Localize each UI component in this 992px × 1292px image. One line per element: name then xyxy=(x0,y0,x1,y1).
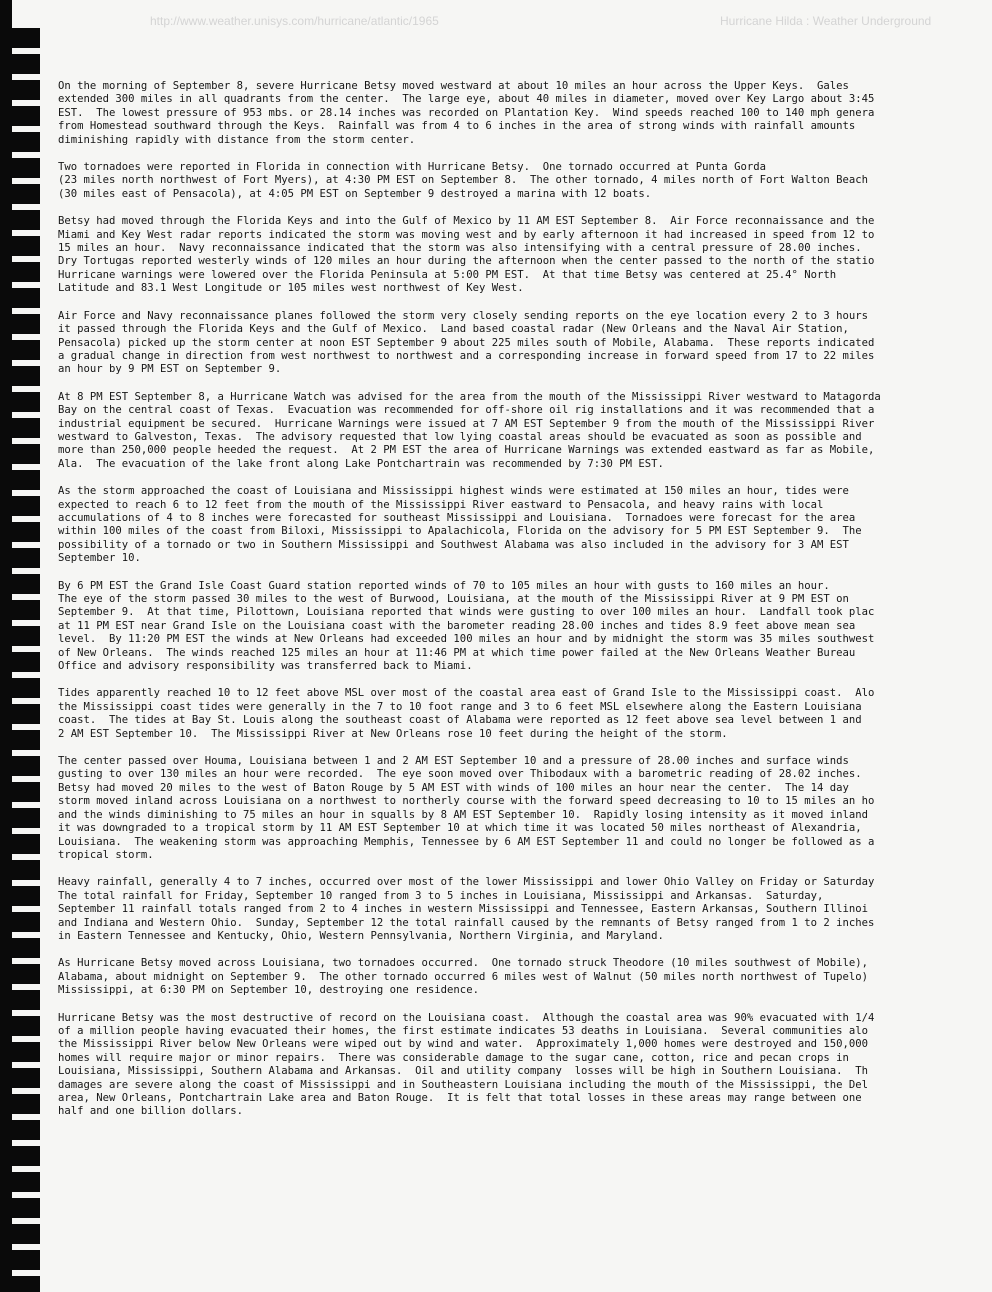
paragraph xyxy=(58,580,992,674)
binding-tooth xyxy=(10,1198,40,1218)
binding-tooth xyxy=(10,80,40,100)
text-line: expected to reach 6 to 12 feet from the mouth of the Mississippi River eastward to Pensacola, and heavy rains with local xyxy=(58,498,824,511)
text-line: damages are severe along the coast of Mississippi and in Southeastern Louisiana including the mouth of the Mississippi, the Del xyxy=(58,1078,869,1091)
binding-tooth xyxy=(10,964,40,984)
binding-tooth xyxy=(10,418,40,438)
binding-tooth xyxy=(10,262,40,282)
paragraph xyxy=(58,1012,992,1119)
text-line: Mississippi, at 6:30 PM on September 10, destroying one residence. xyxy=(58,984,479,997)
text-line: September 9. At that time, Pilottown, Louisiana reported that winds were gusting to over 100 miles an hour. Landfall took plac xyxy=(58,606,875,619)
text-line: area, New Orleans, Pontchartrain Lake area and Baton Rouge. It is felt that total losses in these areas may range between one xyxy=(58,1092,862,1104)
binding-tooth xyxy=(10,912,40,932)
text-line: extended 300 miles in all quadrants from the center. The large eye, about 40 miles in diameter, moved over Key Largo about 3:45 xyxy=(58,93,875,106)
text-line: Ala. The evacuation of the lake front along Lake Pontchartrain was recommended by 7:30 PM EST. xyxy=(58,457,664,470)
text-line: a gradual change in direction from west northwest to northwest and a corresponding increase in forward speed from 17 to 22 miles xyxy=(58,349,875,362)
text-line: Dry Tortugas reported westerly winds of 120 miles an hour during the afternoon when the center passed to the north of the statio xyxy=(58,255,875,268)
binding-tooth xyxy=(10,1146,40,1166)
text-line: Two tornadoes were reported in Florida in connection with Hurricane Betsy. One tornado occurred at Punta Gorda xyxy=(58,161,766,174)
text-line: Alabama, about midnight on September 9. The other tornado occurred 6 miles west of Walnut (50 miles north northwest of Tupelo) xyxy=(58,970,869,983)
text-line: 15 miles an hour. Navy reconnaissance indicated that the storm was also intensifying with a central pressure of 28.00 inches. xyxy=(58,242,862,255)
text-line: Tides apparently reached 10 to 12 feet above MSL over most of the coastal area east of Grand Isle to the Mississippi coast. Alo xyxy=(58,687,875,700)
binding-tooth xyxy=(10,288,40,308)
binding-tooth xyxy=(10,1042,40,1062)
text-line: at 11 PM EST near Grand Isle on the Louisiana coast with the barometer reading 28.00 inches and tides 8.9 feet above mean sea xyxy=(58,619,856,632)
text-line: Miami and Key West radar reports indicated the storm was moving west and by early afternoon it had increased in speed from 12 to xyxy=(58,228,875,241)
binding-tooth xyxy=(10,470,40,490)
paragraph xyxy=(58,215,992,295)
text-line: from Homestead southward through the Keys. Rainfall was from 4 to 6 inches in the area of strong winds with rainfall amounts xyxy=(58,120,856,133)
binding-tooth xyxy=(10,340,40,360)
binding-tooth xyxy=(10,834,40,854)
text-line: westward to Galveston, Texas. The advisory requested that low lying coastal areas should be evacuated as soon as possible and xyxy=(58,430,862,443)
text-line: Pensacola) picked up the storm center at noon EST September 9 about 225 miles south of Mobile, Alabama. These reports indicated xyxy=(58,336,875,349)
binding-tooth xyxy=(10,860,40,880)
text-line: the Mississippi River below New Orleans were wiped out by wind and water. Approximately 1,000 homes were destroyed and 150,000 xyxy=(58,1038,869,1051)
paragraph xyxy=(58,391,992,471)
bleed-through-header-right: Hurricane Hilda : Weather Underground xyxy=(720,14,932,28)
binding-tooth xyxy=(10,392,40,412)
binding-tooth xyxy=(10,1094,40,1114)
binding-tooth xyxy=(10,366,40,386)
text-line: Hurricane warnings were lowered over the Florida Peninsula at 5:00 PM EST. At that time Betsy was centered at 25.4° North xyxy=(58,268,837,281)
text-line: As the storm approached the coast of Louisiana and Mississippi highest winds were estimated at 150 miles an hour, tides were xyxy=(58,485,849,498)
text-line: September 10. xyxy=(58,552,141,565)
text-line: diminishing rapidly with distance from the storm center. xyxy=(58,133,416,146)
text-line: The center passed over Houma, Louisiana between 1 and 2 AM EST September 10 and a pressure of 28.00 inches and surface winds xyxy=(58,755,849,768)
text-line: of New Orleans. The winds reached 125 miles an hour at 11:46 PM at which time power failed at the New Orleans Weather Bureau xyxy=(58,646,856,659)
text-line: homes will require major or minor repairs. There was considerable damage to the sugar cane, cotton, rice and pecan crops in xyxy=(58,1051,849,1064)
paragraph xyxy=(58,310,992,377)
binding-tooth xyxy=(10,678,40,698)
binding-tooth xyxy=(10,522,40,542)
text-line: Louisiana, Mississippi, Southern Alabama and Arkansas. Oil and utility company losses will be high in Southern Louisiana. Th xyxy=(58,1065,869,1078)
text-line: the Mississippi coast tides were generally in the 7 to 10 foot range and 3 to 6 feet MSL elsewhere along the Eastern Louisiana xyxy=(58,700,862,713)
text-line: within 100 miles of the coast from Biloxi, Mississippi to Apalachicola, Florida on the advisory for 5 PM EST September 9. The xyxy=(58,525,862,538)
text-line: The total rainfall for Friday, September 10 ranged from 3 to 5 inches in Louisiana, Mississippi and Arkansas. Saturday, xyxy=(58,889,824,902)
text-line: half and one billion dollars. xyxy=(58,1105,243,1118)
paragraph xyxy=(58,755,992,862)
text-line: Latitude and 83.1 West Longitude or 105 miles west northwest of Key West. xyxy=(58,282,524,295)
text-line: tropical storm. xyxy=(58,848,154,861)
binding-tooth xyxy=(10,496,40,516)
binding-tooth xyxy=(10,756,40,776)
binding-tooth xyxy=(10,730,40,750)
binding-tooth xyxy=(10,1276,40,1292)
text-line: possibility of a tornado or two in Southern Mississippi and Southwest Alabama was also included in the advisory for 3 AM EST xyxy=(58,538,849,551)
text-line: it passed through the Florida Keys and the Gulf of Mexico. Land based coastal radar (New Orleans and the Naval Air Station, xyxy=(58,323,849,336)
text-line: Betsy had moved 20 miles to the west of Baton Rouge by 5 AM EST with winds of 100 miles an hour near the center. The 14 day xyxy=(58,781,849,794)
binding-tooth xyxy=(10,314,40,334)
spiral-binding xyxy=(0,0,44,1292)
binding-tooth xyxy=(10,626,40,646)
paragraph xyxy=(58,161,992,201)
binding-tooth xyxy=(10,28,40,48)
binding-tooth xyxy=(10,808,40,828)
binding-tooth xyxy=(10,1224,40,1244)
text-line: Heavy rainfall, generally 4 to 7 inches, occurred over most of the lower Mississippi and lower Ohio Valley on Friday or Saturday xyxy=(58,876,875,889)
text-line: of a million people having evacuated their homes, the first estimate indicates 53 deaths in Louisiana. Several communities alo xyxy=(58,1024,869,1037)
text-line: (23 miles north northwest of Fort Myers), at 4:30 PM EST on September 8. The other tornado, 4 miles north of Fort Walton Beach xyxy=(58,174,869,187)
binding-tooth xyxy=(10,782,40,802)
text-line: (30 miles east of Pensacola), at 4:05 PM EST on September 9 destroyed a marina with 12 boats. xyxy=(58,187,652,200)
binding-tooth xyxy=(10,444,40,464)
text-line: Betsy had moved through the Florida Keys and into the Gulf of Mexico by 11 AM EST September 8. Air Force reconnaissance and the xyxy=(58,215,875,228)
binding-tooth xyxy=(10,184,40,204)
binding-tooth xyxy=(10,704,40,724)
document-body xyxy=(58,80,992,1133)
text-line: Louisiana. The weakening storm was approaching Memphis, Tennessee by 6 AM EST September 11 and could no longer be followed as a xyxy=(58,835,875,848)
binding-tooth xyxy=(10,990,40,1010)
text-line: EST. The lowest pressure of 953 mbs. or 28.14 inches was recorded on Plantation Key. Wind speeds reached 100 to 140 mph genera xyxy=(58,106,875,119)
binding-tooth xyxy=(10,1120,40,1140)
text-line: As Hurricane Betsy moved across Louisiana, two tornadoes occurred. One tornado struck Theodore (10 miles southwest of Mobile), xyxy=(58,957,869,970)
binding-tooth xyxy=(10,548,40,568)
text-line: and Indiana and Western Ohio. Sunday, September 12 the total rainfall caused by the remnants of Betsy ranged from 1 to 2 inches xyxy=(58,916,875,929)
binding-tooth xyxy=(10,54,40,74)
binding-tooth xyxy=(10,1068,40,1088)
paragraph xyxy=(58,80,992,147)
binding-tooth xyxy=(10,1250,40,1270)
text-line: Bay on the central coast of Texas. Evacuation was recommended for off-shore oil rig installations and it was recommended that a xyxy=(58,404,875,417)
text-line: and the winds diminishing to 75 miles an hour in squalls by 8 AM EST September 10. Rapidly losing intensity as it moved inland xyxy=(58,808,869,821)
text-line: At 8 PM EST September 8, a Hurricane Watch was advised for the area from the mouth of the Mississippi River westward to Matagorda xyxy=(58,390,881,403)
binding-tooth xyxy=(10,600,40,620)
bleed-through-header-left: http://www.weather.unisys.com/hurricane/atlantic/1965 xyxy=(150,14,439,28)
text-line: On the morning of September 8, severe Hurricane Betsy moved westward at about 10 miles an hour across the Upper Keys. Gales xyxy=(58,80,849,92)
text-line: storm moved inland across Louisiana on a northwest to northerly course with the forward speed decreasing to 10 to 15 miles an ho xyxy=(58,795,875,808)
text-line: more than 250,000 people heeded the request. At 2 PM EST the area of Hurricane Warnings was extended eastward as far as Mobile, xyxy=(58,444,875,457)
text-line: By 6 PM EST the Grand Isle Coast Guard station reported winds of 70 to 105 miles an hour with gusts to 160 miles an hour. xyxy=(58,579,830,592)
text-line: accumulations of 4 to 8 inches were forecasted for southeast Mississippi and Louisiana. Tornadoes were forecast for the area xyxy=(58,511,856,524)
paragraph xyxy=(58,957,992,997)
text-line: September 11 rainfall totals ranged from 2 to 4 inches in western Mississippi and Tennessee, Eastern Arkansas, Southern Illinoi xyxy=(58,903,869,916)
text-line: Air Force and Navy reconnaissance planes followed the storm very closely sending reports on the eye location every 2 to 3 hours xyxy=(58,309,869,322)
text-line: Office and advisory responsibility was transferred back to Miami. xyxy=(58,660,473,673)
text-line: an hour by 9 PM EST on September 9. xyxy=(58,363,282,376)
text-line: it was downgraded to a tropical storm by 11 AM EST September 10 at which time it was located 50 miles northeast of Alexandria, xyxy=(58,822,862,835)
binding-tooth xyxy=(10,106,40,126)
text-line: The eye of the storm passed 30 miles to the west of Burwood, Louisiana, at the mouth of the Mississippi River at 9 PM EST on xyxy=(58,593,849,605)
text-line: in Eastern Tennessee and Kentucky, Ohio, Western Pennsylvania, Northern Virginia, and Maryland. xyxy=(58,929,664,942)
binding-tooth xyxy=(10,1172,40,1192)
binding-tooth xyxy=(10,652,40,672)
paragraph xyxy=(58,687,992,741)
binding-tooth xyxy=(10,938,40,958)
paragraph xyxy=(58,876,992,943)
text-line: coast. The tides at Bay St. Louis along the southeast coast of Alabama were reported as 12 feet above sea level between 1 and xyxy=(58,714,862,727)
text-line: gusting to over 130 miles an hour were recorded. The eye soon moved over Thibodaux with a barometric reading of 28.02 inches. xyxy=(58,768,862,781)
binding-tooth xyxy=(10,886,40,906)
text-line: Hurricane Betsy was the most destructive of record on the Louisiana coast. Although the coastal area was 90% evacuated with 1/4 xyxy=(58,1011,875,1024)
binding-tooth xyxy=(10,236,40,256)
binding-tooth xyxy=(10,574,40,594)
paragraph xyxy=(58,485,992,565)
binding-tooth xyxy=(10,210,40,230)
text-line: industrial equipment be secured. Hurricane Warnings were issued at 7 AM EST September 9 from the mouth of the Mississippi River xyxy=(58,417,875,430)
text-line: 2 AM EST September 10. The Mississippi River at New Orleans rose 10 feet during the height of the storm. xyxy=(58,727,728,740)
binding-tooth xyxy=(10,1016,40,1036)
text-line: level. By 11:20 PM EST the winds at New Orleans had exceeded 100 miles an hour and by midnight the storm was 35 miles southwest xyxy=(58,633,875,646)
binding-tooth xyxy=(10,132,40,152)
binding-tooth xyxy=(10,158,40,178)
